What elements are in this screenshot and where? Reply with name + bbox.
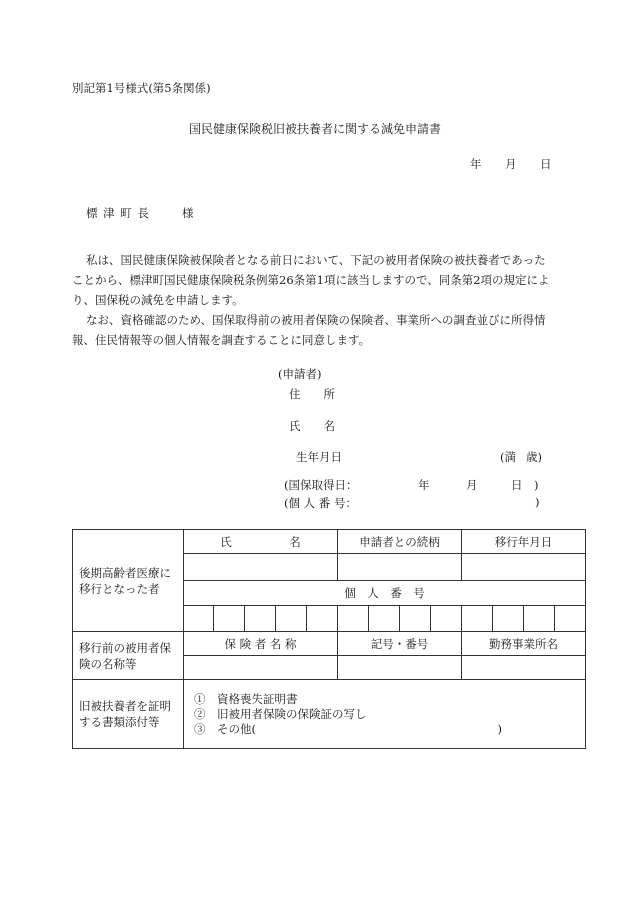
document-item: ② 旧被用者保険の保険証の写し — [194, 706, 367, 721]
document-item: ① 資格喪失証明書 — [194, 691, 298, 706]
transfer-date-field[interactable] — [462, 554, 586, 581]
row-label-prior-insurance: 移行前の被用者保険の名称等 — [73, 632, 184, 680]
mynumber-digit-field[interactable] — [462, 606, 493, 632]
mynumber-digit-field[interactable] — [338, 606, 369, 632]
symbol-number-field[interactable] — [338, 656, 462, 680]
body-line: ことから、標津町国民健康保険税条例第26条第1項に該当しますので、同条第2項の規定によ — [72, 273, 550, 287]
kokuho-date-label: (国保取得日： — [284, 478, 358, 492]
mynumber-digit-field[interactable] — [493, 606, 524, 632]
document-item: ③ その他( ) — [194, 721, 502, 736]
body-line: り、国保税の減免を申請します。 — [72, 293, 244, 307]
applicant-age-open: (満 — [500, 450, 516, 464]
row-label-successor: 後期高齢者医療に移行となった者 — [73, 530, 184, 632]
body-line: 報、住民情報等の個人情報を調査することに同意します。 — [72, 333, 371, 347]
date-year: 年 — [470, 157, 482, 171]
row-label-documents: 旧被扶養者を証明する書類添付等 — [73, 680, 184, 749]
applicant-heading: (申請者) — [278, 367, 322, 381]
mynumber-digit-field[interactable] — [184, 606, 214, 632]
mynumber-close: ) — [535, 495, 540, 509]
body-line: 私は、国民健康保険被保険者となる前日において、下記の被用者保険の被扶養者であった — [86, 253, 546, 267]
mynumber-digit-field[interactable] — [214, 606, 245, 632]
form-id: 別記第1号様式(第5条関係) — [72, 81, 211, 95]
mynumber-digit-field[interactable] — [245, 606, 276, 632]
mynumber-label: (個 人 番 号： — [284, 496, 357, 510]
name-field[interactable] — [184, 554, 338, 581]
col-header-workplace: 勤務事業所名 — [462, 632, 586, 656]
col-header-name: 氏 名 — [184, 530, 338, 554]
applicant-address-label: 住 所 — [289, 387, 335, 401]
kokuho-year: 年 — [418, 478, 430, 492]
addressee-name: 標 津 町 長 — [86, 206, 150, 220]
addressee-honorific: 様 — [182, 206, 194, 220]
mynumber-digit-field[interactable] — [369, 606, 400, 632]
mynumber-header: 個 人 番 号 — [184, 581, 586, 606]
page-title: 国民健康保険税旧被扶養者に関する減免申請書 — [188, 122, 441, 136]
mynumber-digit-field[interactable] — [400, 606, 431, 632]
date-day: 日 — [540, 157, 552, 171]
applicant-age-close: 歳) — [526, 450, 542, 464]
workplace-field[interactable] — [462, 656, 586, 680]
body-line: なお、資格確認のため、国保取得前の被用者保険の保険者、事業所への調査並びに所得情 — [86, 313, 546, 327]
insurer-field[interactable] — [184, 656, 338, 680]
applicant-birth-label: 生年月日 — [296, 450, 342, 464]
col-header-insurer: 保 険 者 名 称 — [184, 632, 338, 656]
date-month: 月 — [505, 157, 517, 171]
col-header-symbol-number: 記号・番号 — [338, 632, 462, 656]
mynumber-digit-field[interactable] — [555, 606, 586, 632]
mynumber-digit-field[interactable] — [431, 606, 462, 632]
kokuho-day: 日 ) — [511, 478, 539, 492]
applicant-name-label: 氏 名 — [289, 419, 335, 433]
kokuho-month: 月 — [466, 478, 478, 492]
mynumber-digit-field[interactable] — [307, 606, 338, 632]
mynumber-digit-field[interactable] — [276, 606, 307, 632]
mynumber-digit-field[interactable] — [524, 606, 555, 632]
col-header-relation: 申請者との続柄 — [338, 530, 462, 554]
documents-list — [184, 680, 586, 749]
application-table — [72, 529, 586, 749]
col-header-transfer-date: 移行年月日 — [462, 530, 586, 554]
relation-field[interactable] — [338, 554, 462, 581]
